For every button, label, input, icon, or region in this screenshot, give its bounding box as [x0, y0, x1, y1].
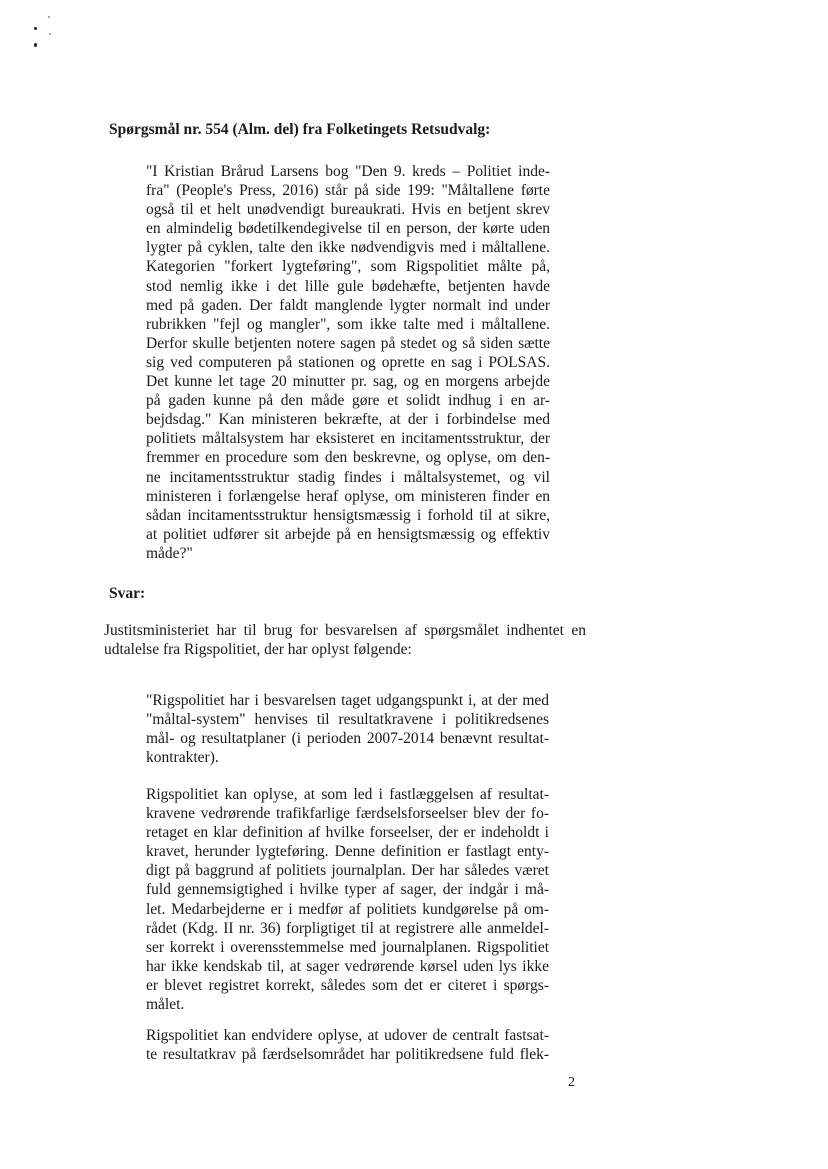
text-line: "måltal-system" henvises til resultatkravene i politikredsenes [146, 711, 549, 729]
question-title: Spørgsmål nr. 554 (Alm. del) fra Folketingets Retsudvalg: [109, 121, 491, 138]
text-line: kravene vedrørende trafikfarlige færdselsforseelser blev der fo- [146, 805, 549, 823]
text-line: "I Kristian Brårud Larsens bog "Den 9. kreds – Politiet inde- [146, 163, 550, 180]
scan-speck [34, 27, 37, 30]
text-line: fra" (People's Press, 2016) står på side 199: "Måltallene førte [146, 182, 550, 200]
text-line: ser korrekt i overensstemmelse med journalplanen. Rigspolitiet [146, 938, 549, 956]
text-line: kontrakter). [146, 749, 219, 767]
text-line: politiets måltalsystem har eksisteret en incitamentsstruktur, der [146, 430, 550, 448]
text-line: udtalelse fra Rigspolitiet, der har oplyst følgende: [104, 641, 412, 659]
text-line: Rigspolitiet kan endvidere oplyse, at udover de centralt fastsat- [146, 1027, 549, 1044]
text-line: kravet, herunder lygteføring. Denne definition er fastlagt enty- [146, 843, 549, 861]
text-line: stod nemlig ikke i det lille gule bødehæfte, betjenten havde [146, 277, 550, 295]
text-line: med på gaden. Der faldt manglende lygter normalt ind under [146, 296, 550, 314]
text-line: Kategorien "forkert lygteføring", som Rigspolitiet målte på, [146, 258, 550, 276]
question-quote [146, 162, 550, 563]
text-line: digt på baggrund af politiets journalplan. Der har således været [146, 862, 549, 880]
text-line: at politiet udfører sit arbejde på en hensigtsmæssig og effektiv [146, 525, 550, 543]
text-line: fremmer en procedure som den beskrevne, og oplyse, om den- [146, 449, 550, 467]
text-line: fuld gennemsigtighed i hvilke typer af sager, der indgår i må- [146, 881, 549, 899]
text-line: sådan incitamentsstruktur hensigtsmæssig i forhold til at sikre, [146, 506, 550, 524]
text-line: ministeren i forlængelse heraf oplyse, om ministeren finder en [146, 487, 550, 505]
text-line: Rigspolitiet kan oplyse, at som led i fastlæggelsen af resultat- [146, 786, 549, 803]
text-line: lygter på cyklen, talte den ikke nødvendigvis med i måltallene. [146, 239, 550, 257]
text-line: te resultatkrav på færdselsområdet har politikredsene fuld flek- [146, 1046, 549, 1064]
text-line: rådet (Kdg. II nr. 36) forpligtiget til at registrere alle anmeldel- [146, 919, 549, 937]
rigspolitiet-quote-paragraph-1 [146, 691, 549, 767]
text-line: er blevet registret korrekt, således som det er citeret i spørgs- [146, 976, 549, 994]
text-line: retaget en klar definition af hvilke forseelser, der er indeholdt i [146, 824, 549, 842]
text-line: Justitsministeriet har til brug for besvarelsen af spørgsmålet indhentet en [104, 622, 586, 639]
answer-intro [104, 621, 586, 659]
text-line: Det kunne let tage 20 minutter pr. sag, og en morgens arbejde [146, 373, 550, 391]
answer-label: Svar: [109, 585, 146, 602]
text-line: ne incitamentsstruktur stadig findes i måltalsystemet, og vil [146, 468, 550, 486]
rigspolitiet-quote-paragraph-2 [146, 785, 549, 1014]
text-line: sig ved computeren på stationen og oprette en sag i POLSAS. [146, 353, 550, 371]
text-line: målet. [146, 996, 185, 1014]
text-line: bejdsdag." Kan ministeren bekræfte, at der i forbindelse med [146, 411, 550, 429]
text-line: Derfor skulle betjenten notere sagen på stedet og så siden sætte [146, 334, 550, 352]
text-line: let. Medarbejderne er i medfør af politiets kundgørelse på om- [146, 900, 549, 918]
text-line: også til et helt unødvendigt bureaukrati. Hvis en betjent skrev [146, 201, 550, 219]
text-line: måde?" [146, 544, 193, 562]
text-line: på gaden kunne på den måde gøre et solidt indhug i en ar- [146, 392, 550, 410]
text-line: "Rigspolitiet har i besvarelsen taget udgangspunkt i, at der med [146, 692, 549, 709]
page-number: 2 [568, 1075, 575, 1090]
scan-speck [48, 16, 50, 18]
text-line: en almindelig bødetilkendegivelse til en person, der kørte uden [146, 220, 550, 238]
text-line: mål- og resultatplaner (i perioden 2007-2014 benævnt resultat- [146, 730, 549, 748]
text-line: rubrikken "fejl og mangler", som ikke talte med i måltallene. [146, 315, 550, 333]
rigspolitiet-quote-paragraph-3 [146, 1026, 549, 1064]
scan-speck [34, 43, 37, 47]
scan-speck [49, 33, 51, 35]
text-line: har ikke kendskab til, at sager vedrørende kørsel uden lys ikke [146, 957, 549, 975]
